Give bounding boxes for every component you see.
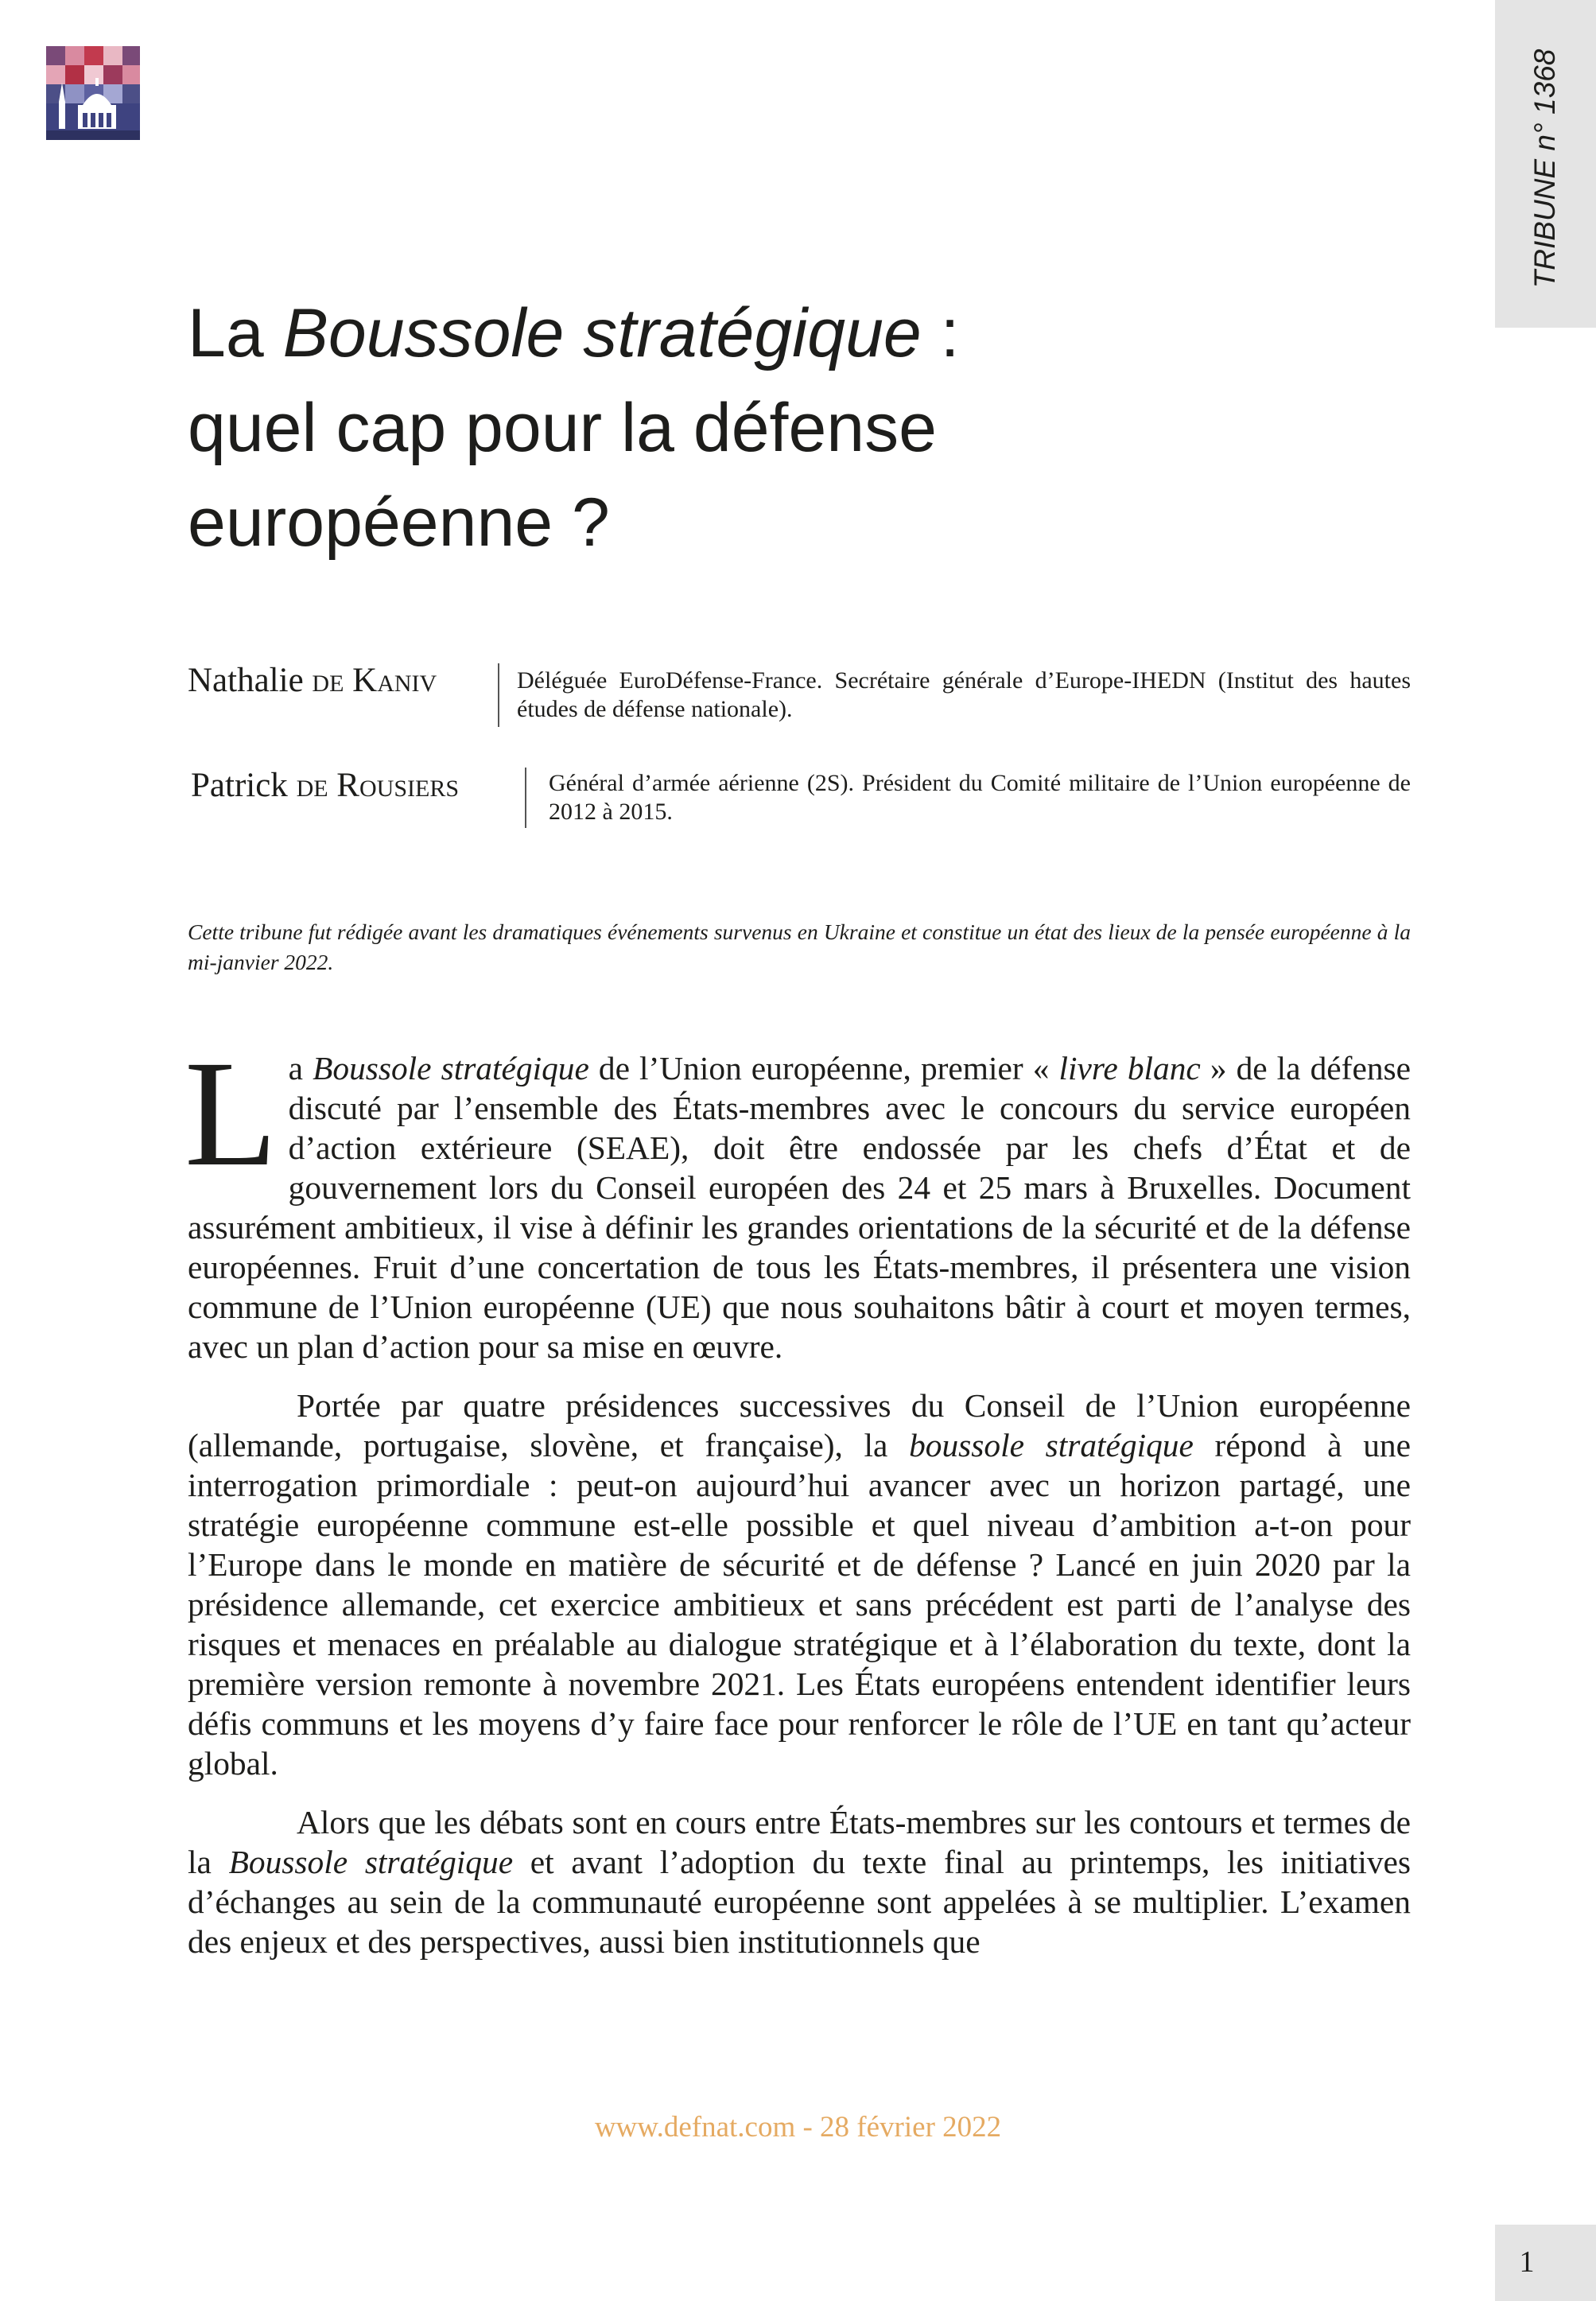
italic-run: boussole stratégique xyxy=(909,1427,1194,1463)
paragraph-2 xyxy=(188,1386,1411,1783)
author-first-name: Patrick xyxy=(191,767,288,804)
text-run: répond à une interrogation primordiale : peut-on aujourd’hui avancer avec un horizon partagé, une stratégie européenne commune est-elle possible et quel niveau d’ambition a-t-on pour l’Europe dans le monde en matière de sécurité et de défense ? Lancé en juin 2020 par la présidence allemande, cet exercice ambitieux et sans précédent est parti de l’analyse des risques et menaces en préalable au dialogue stratégique et à l’élaboration du texte, dont la première version remonte à novembre 2021. Les États européens entendent identifier leurs défis communs et les moyens d’y faire face pour renforcer le rôle de l’UE en tant qu’acteur global. xyxy=(188,1427,1411,1782)
text-run: » de la défense discuté par l’ensemble des États-membres avec le concours du service européen d’action extérieure (SEAE), doit être endossée par les chefs d’État et de gouvernement lors du Conseil européen des 24 et 25 mars à Bruxelles. Document assurément ambitieux, il vise à définir les grandes orientations de la sécurité et de la défense européennes. Fruit d’une concertation de tous les États-membres, il présentera une vision commune de l’Union européenne (UE) que nous souhaitons bâtir à court et moyen termes, avec un plan d’action pour sa mise en œuvre. xyxy=(188,1050,1411,1365)
author-last-name: de Rousiers xyxy=(296,767,460,804)
text-run: Alors que les débats sont en cours entre États-membres sur les contours et termes de la xyxy=(188,1804,1411,1880)
footer-url-date: www.defnat.com - 28 février 2022 xyxy=(594,2111,1002,2144)
editorial-note: Cette tribune fut rédigée avant les dramatiques événements survenus en Ukraine et constitue un état des lieux de la pensée européenne à la mi-janvier 2022. xyxy=(188,919,1411,974)
text-run: et avant l’adoption du texte final au printemps, les initiatives d’échanges au sein de la communauté européenne sont appelées à se multiplier. L’examen des enjeux et des perspectives, aussi bien institutionnels que xyxy=(188,1844,1411,1960)
author-bio: Général d’armée aérienne (2S). Président du Comité militaire de l’Union européenne de 2012 à 2015. xyxy=(549,770,1411,825)
author-last-name: de Kaniv xyxy=(312,662,437,699)
italic-run: Boussole stratégique xyxy=(228,1844,514,1880)
building-dome-logo-icon xyxy=(46,46,140,140)
page-title xyxy=(188,286,1428,570)
title-italic: Boussole stratégique xyxy=(282,295,922,371)
text-run: de l’Union européenne, premier « xyxy=(588,1050,1059,1086)
italic-run: Boussole stratégique xyxy=(313,1050,589,1086)
italic-run: livre blanc xyxy=(1058,1050,1201,1086)
title-line2: quel cap pour la défense xyxy=(188,390,937,466)
dropcap: L xyxy=(184,1030,278,1198)
author-name xyxy=(188,661,437,700)
tribune-number-label: TRIBUNE n° 1368 xyxy=(1528,49,1561,289)
paragraph-1 xyxy=(184,1030,1411,1366)
text-run: a xyxy=(288,1050,313,1086)
author-divider xyxy=(498,663,499,727)
paragraph-3 xyxy=(188,1802,1411,1961)
title-part1: La xyxy=(188,295,283,371)
page-number: 1 xyxy=(1519,2245,1535,2279)
text-run: Portée par quatre présidences successives du Conseil de l’Union européenne (allemande, portugaise, slovène, et française), la xyxy=(188,1387,1411,1463)
author-name xyxy=(191,766,459,805)
article-body xyxy=(184,1030,1411,1980)
author-divider xyxy=(525,768,526,828)
title-line3: européenne ? xyxy=(188,484,610,561)
author-first-name: Nathalie xyxy=(188,662,304,699)
author-bio: Déléguée EuroDéfense-France. Secrétaire générale d’Europe-IHEDN (Institut des hautes études de défense nationale). xyxy=(517,667,1411,722)
title-part2: : xyxy=(921,295,960,371)
